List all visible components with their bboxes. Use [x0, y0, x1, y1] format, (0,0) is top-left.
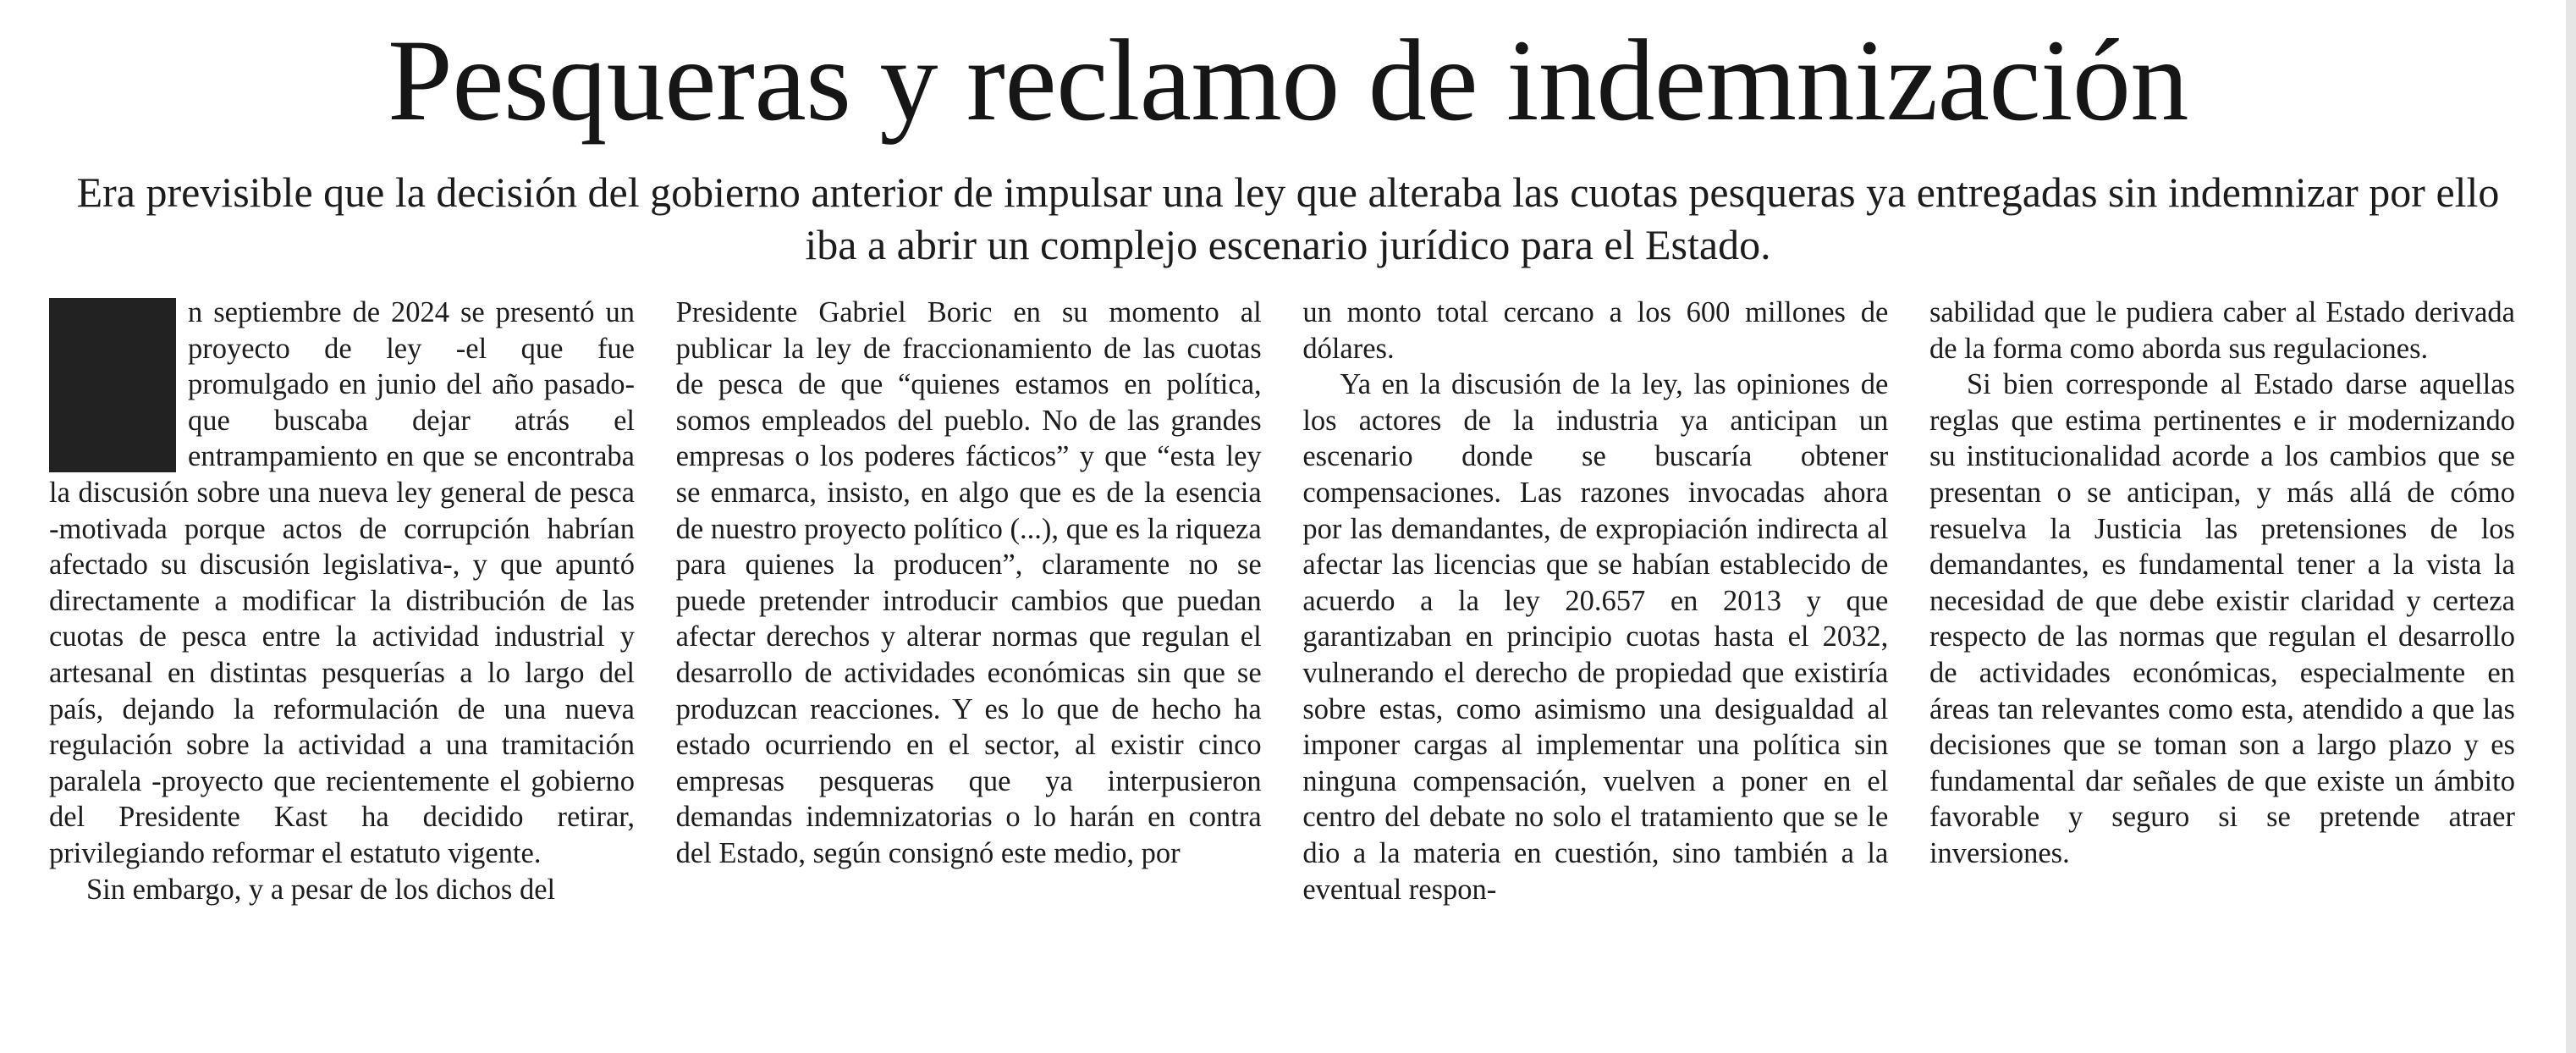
- paragraph: Sin embargo, y a pesar de los dichos del: [86, 873, 556, 906]
- column-3: [1302, 295, 1888, 1039]
- column-4: [1929, 295, 2515, 1039]
- column-1: [49, 295, 635, 1039]
- dropcap-letter-icon: [49, 298, 176, 472]
- column-2: [676, 295, 1262, 1039]
- paragraph: Si bien corresponde al Estado darse aquellas reglas que estima pertinentes e ir modernizando su institucionalidad acorde a los cambios que se presentan o se anticipan, y más allá de cómo resuelva la Justicia las pretensiones de los demandantes, es fundamental tener a la vista la necesidad de que debe existir claridad y certeza respecto de las normas que regulan el desarrollo de actividades económicas, especialmente en áreas tan relevantes como esta, atendido a que las decisiones que se toman son a largo plazo y es fundamental dar señales de que existe un ámbito favorable y seguro si se pretende atraer inversiones.: [1929, 368, 2515, 869]
- subheadline: Era previsible que la decisión del gobierno anterior de impulsar una ley que alteraba las cuotas pesqueras ya entregadas sin indemnizar por ello iba a abrir un complejo escenario jurídico para el Estado.: [76, 168, 2500, 268]
- paragraph: Presidente Gabriel Boric en su momento al publicar la ley de fraccionamiento de las cuotas de pesca de que “quienes estamos en política, somos empleados del pueblo. No de las grandes empresas o los poderes fácticos” y que “esta ley se enmarca, insisto, en algo que es de la esencia de nuestro proyecto político (...), que es la riqueza para quienes la producen”, claramente no se puede pretender introducir cambios que puedan afectar derechos y alterar normas que regulan el desarrollo de actividades económicas sin que se produzcan reacciones. Y es lo que de hecho ha estado ocurriendo en el sector, al existir cinco empresas pesqueras que ya interpusieron demandas indemnizatorias o lo harán en contra del Estado, según consignó este medio, por: [675, 296, 1262, 869]
- paragraph: sabilidad que le pudiera caber al Estado derivada de la forma como aborda sus regulaciones.: [1929, 296, 2515, 365]
- scrollbar[interactable]: [2566, 0, 2576, 1053]
- dropcap: [49, 298, 176, 472]
- paragraph: n septiembre de 2024 se presentó un proyecto de ley -el que fue promulgado en junio del año pasado- que buscaba dejar atrás el entrampamiento en que se encontraba la discusión sobre una nueva ley general de pesca -motivada porque actos de corrupción habrían afectado su discusión legislativa-, y que apuntó directamente a modificar la distribución de las cuotas de pesca entre la actividad industrial y artesanal en distintas pesquerías a lo largo del país, dejando la reformulación de una nueva regulación sobre la actividad a una tramitación paralela -proyecto que recientemente el gobierno del Presidente Kast ha decidido retirar, privilegiando reformar el estatuto vigente.: [49, 296, 635, 869]
- paragraph: un monto total cercano a los 600 millones de dólares.: [1302, 296, 1889, 365]
- article-body: [49, 295, 2515, 1039]
- headline: Pesqueras y reclamo de indemnización: [388, 15, 2188, 145]
- paragraph: Ya en la discusión de la ley, las opiniones de los actores de la industria ya anticipan un escenario donde se buscaría obtener compensaciones. Las razones invocadas ahora por las demandantes, de expropiación indirecta al afectar las licencias que se habían establecido de acuerdo a la ley 20.657 en 2013 y que garantizaban en principio cuotas hasta el 2032, vulnerando el derecho de propiedad que existiría sobre estas, como asimismo una desigualdad al imponer cargas al implementar una política sin ninguna compensación, vuelven a poner en el centro del debate no solo el tratamiento que se le dio a la materia en cuestión, sino también a la eventual respon-: [1302, 368, 1889, 906]
